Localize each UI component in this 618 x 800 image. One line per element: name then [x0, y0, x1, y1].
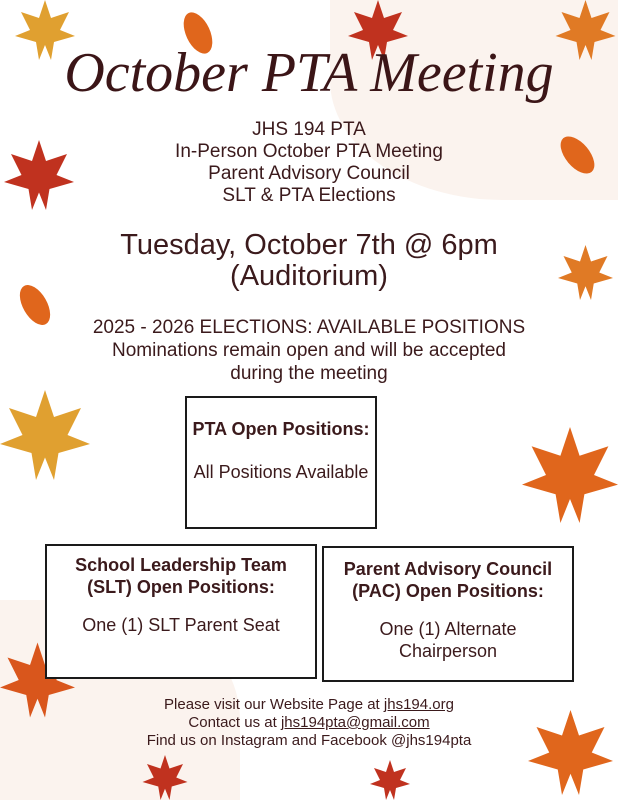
slt-box-heading: School Leadership Team (SLT) Open Positions:	[75, 555, 287, 597]
slt-box-body: One (1) SLT Parent Seat	[82, 615, 280, 635]
page-title: October PTA Meeting	[64, 42, 554, 104]
slt-positions-box	[45, 544, 317, 679]
elections-note: during the meeting	[230, 363, 388, 384]
maple-leaf-icon	[130, 755, 200, 800]
event-datetime	[0, 230, 618, 292]
website-label: Please visit our Website Page at	[164, 696, 384, 713]
website-link[interactable]: jhs194.org	[383, 696, 454, 713]
contact-label: Contact us at	[188, 714, 281, 731]
pta-box-body: All Positions Available	[193, 462, 369, 482]
subtitle-line: SLT & PTA Elections	[222, 185, 396, 206]
subtitle-line: Parent Advisory Council	[208, 163, 410, 184]
elections-info	[0, 316, 618, 385]
pac-box-heading: Parent Advisory Council (PAC) Open Positions:	[343, 559, 553, 601]
pac-positions-box	[322, 546, 574, 682]
date-line: Tuesday, October 7th @ 6pm	[120, 229, 498, 261]
subtitle-line: JHS 194 PTA	[252, 119, 366, 140]
subtitle	[0, 119, 618, 207]
subtitle-line: In-Person October PTA Meeting	[175, 141, 443, 162]
maple-leaf-icon	[522, 395, 618, 555]
social-text: Find us on Instagram and Facebook @jhs194pta	[146, 732, 472, 749]
email-link[interactable]: jhs194pta@gmail.com	[280, 714, 430, 731]
pta-box-heading: PTA Open Positions:	[192, 419, 370, 439]
maple-leaf-icon	[0, 370, 90, 500]
maple-leaf-icon	[355, 760, 425, 800]
elections-heading: 2025 - 2026 ELECTIONS: AVAILABLE POSITIONS	[92, 317, 526, 338]
elections-note: Nominations remain open and will be accepted	[112, 340, 506, 361]
footer	[0, 696, 618, 750]
pta-positions-box	[185, 396, 377, 529]
location: (Auditorium)	[230, 260, 388, 292]
pac-box-body: One (1) Alternate Chairperson	[379, 619, 517, 661]
